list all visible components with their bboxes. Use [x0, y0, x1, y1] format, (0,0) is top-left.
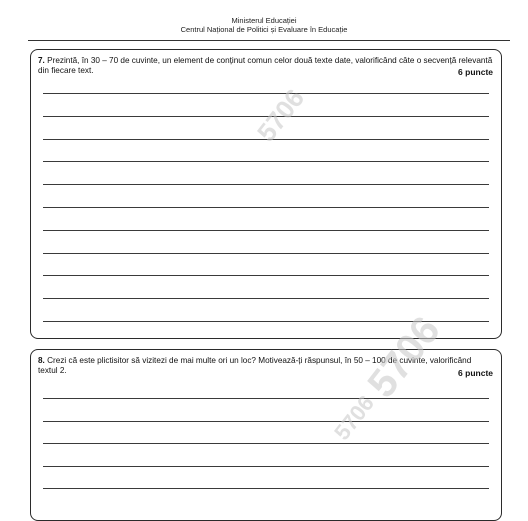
- watermark-stamp: 5706: [329, 390, 380, 445]
- answer-line[interactable]: [43, 398, 489, 399]
- answer-line[interactable]: [43, 298, 489, 299]
- answer-line[interactable]: [43, 275, 489, 276]
- center-name: Centrul Național de Politici și Evaluare în Educație: [180, 25, 348, 34]
- answer-line[interactable]: [43, 93, 489, 94]
- task-8-points: 6 puncte: [458, 368, 493, 378]
- answer-line[interactable]: [43, 421, 489, 422]
- task-8-prompt: [38, 356, 493, 375]
- answer-line[interactable]: [43, 230, 489, 231]
- answer-line[interactable]: [43, 321, 489, 322]
- task-7-box: [30, 49, 502, 339]
- task-8-box: [30, 349, 502, 521]
- page-header: [0, 16, 528, 34]
- task-7-number: 7.: [38, 56, 45, 65]
- header-divider: [28, 40, 510, 41]
- task-7-points: 6 puncte: [458, 67, 493, 77]
- watermark-stamp: 5706: [250, 83, 311, 148]
- answer-line[interactable]: [43, 139, 489, 140]
- task-7-text: Prezintă, în 30 – 70 de cuvinte, un element de conținut comun celor două texte date, valorificând câte o secvență relevantă din fiecare text.: [38, 56, 493, 75]
- task-8-text: Crezi că este plictisitor să vizitezi de mai multe ori un loc? Motivează-ți răspunsul, în 50 – 100 de cuvinte, valorificând textul 2.: [38, 356, 472, 375]
- watermark-stamp: 5706: [359, 308, 449, 406]
- answer-line[interactable]: [43, 466, 489, 467]
- answer-line[interactable]: [43, 488, 489, 489]
- answer-line[interactable]: [43, 161, 489, 162]
- task-7-prompt: [38, 56, 493, 75]
- answer-line[interactable]: [43, 116, 489, 117]
- ministry-name: Ministerul Educației: [231, 16, 297, 25]
- answer-line[interactable]: [43, 184, 489, 185]
- answer-line[interactable]: [43, 443, 489, 444]
- task-8-number: 8.: [38, 356, 45, 365]
- answer-line[interactable]: [43, 207, 489, 208]
- answer-line[interactable]: [43, 253, 489, 254]
